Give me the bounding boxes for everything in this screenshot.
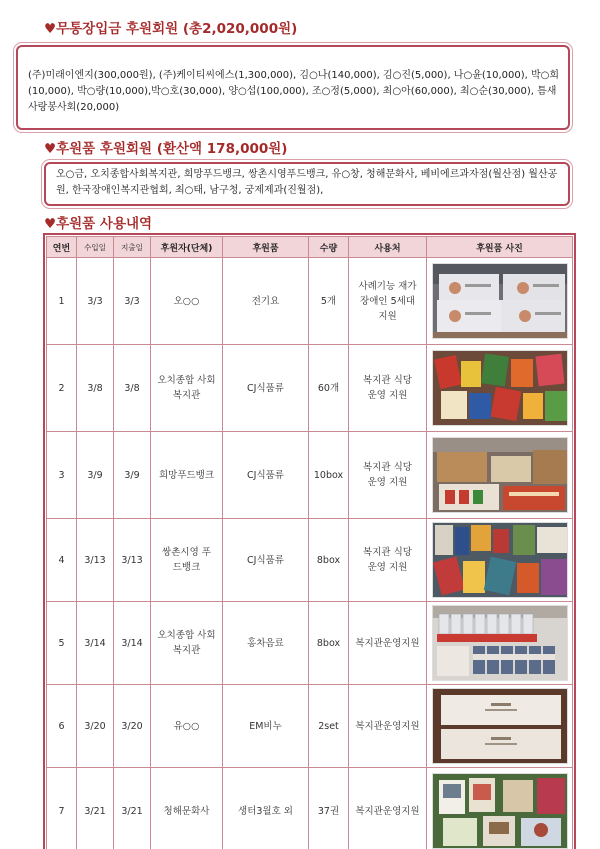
cell-photo xyxy=(427,602,573,685)
cash-donors-heading: ♥무통장입금 후원회원 (총2,020,000원) xyxy=(44,21,298,37)
cell-in-date: 3/9 xyxy=(77,432,114,519)
cell-in-date: 3/13 xyxy=(77,519,114,602)
cell-use: 복지관 식당 운영 지원 xyxy=(349,519,427,602)
cell-no: 4 xyxy=(47,519,77,602)
cell-qty: 8box xyxy=(309,519,349,602)
cell-in-date: 3/8 xyxy=(77,345,114,432)
cell-out-date: 3/8 xyxy=(114,345,151,432)
cell-photo xyxy=(427,258,573,345)
cell-donor: 쌍촌시영 푸드뱅크 xyxy=(151,519,223,602)
col-header-donor: 후원자(단체) xyxy=(151,237,223,258)
table-row xyxy=(47,768,573,849)
cash-donors-list: (주)미래이엔지(300,000원), (주)케이티씨에스(1,300,000), 김○나(140,000), 김○진(5,000), 나○윤(10,000), 박○희(10,000), 박○량(10,000),박○호(30,000), 양○섭(100,000), 조○정(5,000), 최○아(60,000), 최○순(30,000), 틈새사랑봉사회(20,000) xyxy=(28,70,560,113)
cell-use: 복지관운영지원 xyxy=(349,685,427,768)
col-header-qty: 수량 xyxy=(309,237,349,258)
cj-food-packs-photo xyxy=(432,350,568,426)
table-row xyxy=(47,602,573,685)
col-header-photo: 후원품 사진 xyxy=(427,237,573,258)
tea-drink-cans-photo xyxy=(432,605,568,681)
cell-item: 홍차음료 xyxy=(223,602,309,685)
cell-in-date: 3/3 xyxy=(77,258,114,345)
table-row xyxy=(47,258,573,345)
cell-item: 전기요 xyxy=(223,258,309,345)
cell-item: CJ식품류 xyxy=(223,519,309,602)
cell-in-date: 3/20 xyxy=(77,685,114,768)
cell-qty: 37권 xyxy=(309,768,349,849)
cell-qty: 60개 xyxy=(309,345,349,432)
cell-out-date: 3/14 xyxy=(114,602,151,685)
cell-use: 복지관 식당 운영 지원 xyxy=(349,432,427,519)
cell-photo xyxy=(427,345,573,432)
em-soap-boxes-photo xyxy=(432,688,568,764)
cell-donor: 오○○ xyxy=(151,258,223,345)
goods-donors-list: 오○금, 오치종합사회복지관, 희망푸드뱅크, 쌍촌시영푸드뱅크, 유○창, 청해문화사, 베비에르과자점(월산점) 월산공원, 한국장애인복지관협회, 최○태, 남구청, 궁제제과(진월점), xyxy=(56,169,558,196)
cell-out-date: 3/3 xyxy=(114,258,151,345)
cell-item: CJ식품류 xyxy=(223,345,309,432)
cell-use: 복지관 식당 운영 지원 xyxy=(349,345,427,432)
cell-out-date: 3/13 xyxy=(114,519,151,602)
col-header-use: 사용처 xyxy=(349,237,427,258)
table-row xyxy=(47,519,573,602)
table-row xyxy=(47,432,573,519)
cell-in-date: 3/14 xyxy=(77,602,114,685)
cell-donor: 오치종합 사회복지관 xyxy=(151,345,223,432)
cj-food-boxes-photo xyxy=(432,437,568,513)
cell-qty: 5개 xyxy=(309,258,349,345)
cell-no: 1 xyxy=(47,258,77,345)
cell-photo xyxy=(427,768,573,849)
cell-photo xyxy=(427,519,573,602)
cell-no: 3 xyxy=(47,432,77,519)
cell-no: 2 xyxy=(47,345,77,432)
assorted-food-photo xyxy=(432,522,568,598)
cell-donor: 희망푸드뱅크 xyxy=(151,432,223,519)
electric-blanket-photo xyxy=(432,263,568,339)
cell-use: 사례기능 재가장애인 5세대지원 xyxy=(349,258,427,345)
cell-donor: 오치종합 사회복지관 xyxy=(151,602,223,685)
cell-qty: 8box xyxy=(309,602,349,685)
cell-out-date: 3/9 xyxy=(114,432,151,519)
table-row xyxy=(47,345,573,432)
cell-in-date: 3/21 xyxy=(77,768,114,849)
goods-donors-box xyxy=(44,162,570,206)
cell-donor: 유○○ xyxy=(151,685,223,768)
col-header-no: 연번 xyxy=(47,237,77,258)
cell-use: 복지관운영지원 xyxy=(349,768,427,849)
col-header-out-date: 지출일 xyxy=(114,237,151,258)
cell-no: 5 xyxy=(47,602,77,685)
cell-no: 6 xyxy=(47,685,77,768)
cell-out-date: 3/20 xyxy=(114,685,151,768)
table-row xyxy=(47,685,573,768)
cell-use: 복지관운영지원 xyxy=(349,602,427,685)
cash-donors-box xyxy=(16,45,570,130)
goods-donors-heading: ♥후원품 후원회원 (환산액 178,000원) xyxy=(44,141,288,157)
cell-item: EM비누 xyxy=(223,685,309,768)
cell-item: 생터3월호 외 xyxy=(223,768,309,849)
cell-photo xyxy=(427,685,573,768)
cell-qty: 10box xyxy=(309,432,349,519)
cell-qty: 2set xyxy=(309,685,349,768)
goods-usage-table xyxy=(46,236,573,849)
table-header-row xyxy=(47,237,573,258)
cell-item: CJ식품류 xyxy=(223,432,309,519)
col-header-in-date: 수입일 xyxy=(77,237,114,258)
cell-no: 7 xyxy=(47,768,77,849)
cell-donor: 청해문화사 xyxy=(151,768,223,849)
cell-photo xyxy=(427,432,573,519)
cell-out-date: 3/21 xyxy=(114,768,151,849)
goods-usage-heading: ♥후원품 사용내역 xyxy=(44,216,153,232)
magazines-photo xyxy=(432,773,568,849)
col-header-item: 후원품 xyxy=(223,237,309,258)
